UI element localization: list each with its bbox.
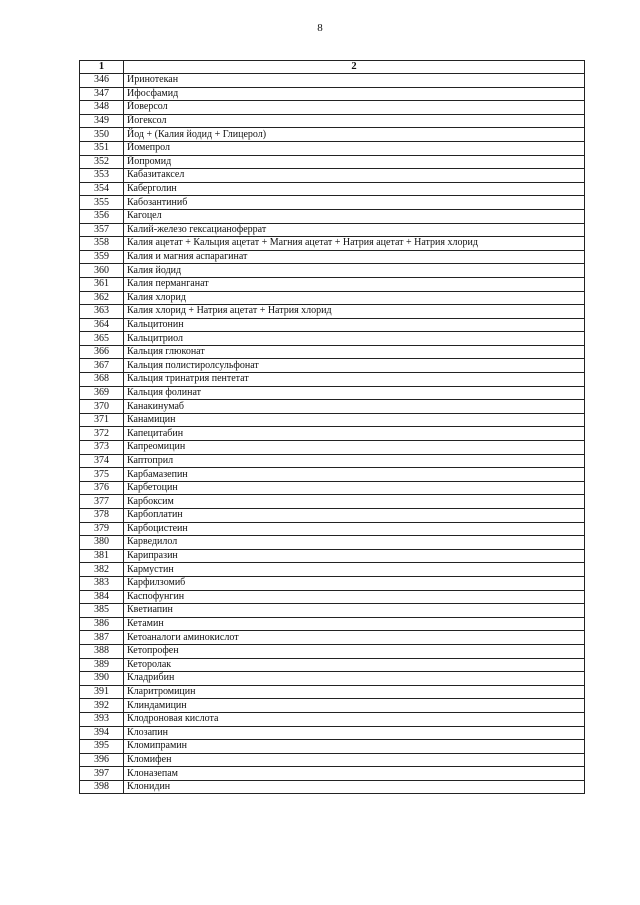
row-number: 378: [80, 509, 124, 523]
table-row: [80, 481, 585, 495]
row-number: 386: [80, 617, 124, 631]
drug-name: Капреомицин: [124, 441, 585, 455]
drug-name: Кабозантиниб: [124, 196, 585, 210]
table-row: [80, 658, 585, 672]
row-number: 397: [80, 767, 124, 781]
drug-name: Кветиапин: [124, 604, 585, 618]
table-row: [80, 196, 585, 210]
drug-name: Йогексол: [124, 114, 585, 128]
drug-name: Йомепрол: [124, 141, 585, 155]
drug-name: Клонидин: [124, 780, 585, 794]
row-number: 389: [80, 658, 124, 672]
table-row: [80, 590, 585, 604]
row-number: 365: [80, 332, 124, 346]
drug-name: Карбоксим: [124, 495, 585, 509]
row-number: 379: [80, 522, 124, 536]
row-number: 368: [80, 373, 124, 387]
table-row: [80, 413, 585, 427]
drug-name: Карбоцистеин: [124, 522, 585, 536]
drug-name: Клоназепам: [124, 767, 585, 781]
column-header-number: 1: [80, 61, 124, 74]
row-number: 367: [80, 359, 124, 373]
table-row: [80, 685, 585, 699]
drug-name: Карбамазепин: [124, 468, 585, 482]
drug-name: Калия хлорид + Натрия ацетат + Натрия хлорид: [124, 305, 585, 319]
row-number: 360: [80, 264, 124, 278]
drug-name: Кладрибин: [124, 672, 585, 686]
drug-name: Кальция фолинат: [124, 386, 585, 400]
drug-name: Йод + (Калия йодид + Глицерол): [124, 128, 585, 142]
table-row: [80, 712, 585, 726]
drug-name: Карфилзомиб: [124, 576, 585, 590]
drug-name: Ифосфамид: [124, 87, 585, 101]
table-row: [80, 454, 585, 468]
drug-name: Кларитромицин: [124, 685, 585, 699]
drug-name: Калия йодид: [124, 264, 585, 278]
drug-name: Калий-железо гексацианоферрат: [124, 223, 585, 237]
row-number: 352: [80, 155, 124, 169]
drug-name: Кетопрофен: [124, 644, 585, 658]
table-row: [80, 128, 585, 142]
drug-name: Клозапин: [124, 726, 585, 740]
drug-name: Иринотекан: [124, 74, 585, 88]
table-row: [80, 305, 585, 319]
row-number: 355: [80, 196, 124, 210]
table-row: [80, 359, 585, 373]
row-number: 385: [80, 604, 124, 618]
table-row: [80, 101, 585, 115]
table-body: [80, 74, 585, 794]
row-number: 349: [80, 114, 124, 128]
table-row: [80, 250, 585, 264]
table-row: [80, 155, 585, 169]
table-row: [80, 631, 585, 645]
row-number: 353: [80, 169, 124, 183]
row-number: 356: [80, 209, 124, 223]
row-number: 350: [80, 128, 124, 142]
drug-name: Каспофунгин: [124, 590, 585, 604]
row-number: 393: [80, 712, 124, 726]
table-row: [80, 549, 585, 563]
drug-name: Кетоаналоги аминокислот: [124, 631, 585, 645]
row-number: 375: [80, 468, 124, 482]
drug-name: Йопромид: [124, 155, 585, 169]
table-row: [80, 780, 585, 794]
table-row: [80, 223, 585, 237]
drug-name: Клиндамицин: [124, 699, 585, 713]
drug-name: Кальция полистиролсульфонат: [124, 359, 585, 373]
drug-name: Карбоплатин: [124, 509, 585, 523]
table-row: [80, 699, 585, 713]
table-row: [80, 141, 585, 155]
row-number: 348: [80, 101, 124, 115]
row-number: 357: [80, 223, 124, 237]
row-number: 395: [80, 740, 124, 754]
row-number: 390: [80, 672, 124, 686]
row-number: 387: [80, 631, 124, 645]
drug-name: Клодроновая кислота: [124, 712, 585, 726]
table-header-row: [80, 61, 585, 74]
table-row: [80, 427, 585, 441]
drug-name: Калия и магния аспарагинат: [124, 250, 585, 264]
table-row: [80, 753, 585, 767]
drug-name: Кломифен: [124, 753, 585, 767]
page-number: 8: [317, 22, 323, 34]
row-number: 370: [80, 400, 124, 414]
table-row: [80, 74, 585, 88]
drug-name: Канамицин: [124, 413, 585, 427]
table-row: [80, 617, 585, 631]
row-number: 381: [80, 549, 124, 563]
table-row: [80, 441, 585, 455]
drug-name: Кальция тринатрия пентетат: [124, 373, 585, 387]
table-row: [80, 291, 585, 305]
drug-name: Калия хлорид: [124, 291, 585, 305]
row-number: 373: [80, 441, 124, 455]
row-number: 374: [80, 454, 124, 468]
row-number: 376: [80, 481, 124, 495]
table-row: [80, 400, 585, 414]
drug-name: Кеторолак: [124, 658, 585, 672]
row-number: 382: [80, 563, 124, 577]
row-number: 364: [80, 318, 124, 332]
table-row: [80, 318, 585, 332]
drug-name: Кальцитонин: [124, 318, 585, 332]
drug-name: Карбетоцин: [124, 481, 585, 495]
table-row: [80, 522, 585, 536]
drug-name: Кальцитриол: [124, 332, 585, 346]
table-row: [80, 576, 585, 590]
table-row: [80, 345, 585, 359]
drug-name: Карипразин: [124, 549, 585, 563]
table-row: [80, 604, 585, 618]
row-number: 366: [80, 345, 124, 359]
drug-name: Калия ацетат + Кальция ацетат + Магния ацетат + Натрия ацетат + Натрия хлорид: [124, 237, 585, 251]
row-number: 351: [80, 141, 124, 155]
table-row: [80, 644, 585, 658]
row-number: 392: [80, 699, 124, 713]
table-row: [80, 672, 585, 686]
drug-name: Калия перманганат: [124, 277, 585, 291]
row-number: 391: [80, 685, 124, 699]
table-row: [80, 386, 585, 400]
table-row: [80, 182, 585, 196]
table-row: [80, 277, 585, 291]
row-number: 380: [80, 536, 124, 550]
row-number: 362: [80, 291, 124, 305]
table-row: [80, 495, 585, 509]
column-header-name: 2: [124, 61, 585, 74]
table-row: [80, 509, 585, 523]
row-number: 354: [80, 182, 124, 196]
drug-name: Кломипрамин: [124, 740, 585, 754]
row-number: 359: [80, 250, 124, 264]
table-row: [80, 332, 585, 346]
drug-name: Каберголин: [124, 182, 585, 196]
table-row: [80, 740, 585, 754]
drug-name: Йоверсол: [124, 101, 585, 115]
table-row: [80, 237, 585, 251]
drug-name: Кабазитаксел: [124, 169, 585, 183]
table-row: [80, 767, 585, 781]
row-number: 361: [80, 277, 124, 291]
drug-list-table: [79, 60, 585, 794]
drug-name: Карведилол: [124, 536, 585, 550]
table-row: [80, 536, 585, 550]
row-number: 358: [80, 237, 124, 251]
drug-name: Кальция глюконат: [124, 345, 585, 359]
drug-name: Кетамин: [124, 617, 585, 631]
drug-name: Кагоцел: [124, 209, 585, 223]
row-number: 384: [80, 590, 124, 604]
row-number: 369: [80, 386, 124, 400]
row-number: 388: [80, 644, 124, 658]
row-number: 383: [80, 576, 124, 590]
table-row: [80, 726, 585, 740]
row-number: 372: [80, 427, 124, 441]
row-number: 347: [80, 87, 124, 101]
table-row: [80, 114, 585, 128]
drug-name: Канакинумаб: [124, 400, 585, 414]
row-number: 398: [80, 780, 124, 794]
row-number: 377: [80, 495, 124, 509]
table-row: [80, 209, 585, 223]
table-row: [80, 87, 585, 101]
table-row: [80, 169, 585, 183]
row-number: 371: [80, 413, 124, 427]
drug-name: Капецитабин: [124, 427, 585, 441]
row-number: 396: [80, 753, 124, 767]
row-number: 363: [80, 305, 124, 319]
drug-name: Кармустин: [124, 563, 585, 577]
row-number: 346: [80, 74, 124, 88]
table-row: [80, 373, 585, 387]
table-row: [80, 264, 585, 278]
drug-name: Каптоприл: [124, 454, 585, 468]
table-row: [80, 563, 585, 577]
row-number: 394: [80, 726, 124, 740]
table-row: [80, 468, 585, 482]
